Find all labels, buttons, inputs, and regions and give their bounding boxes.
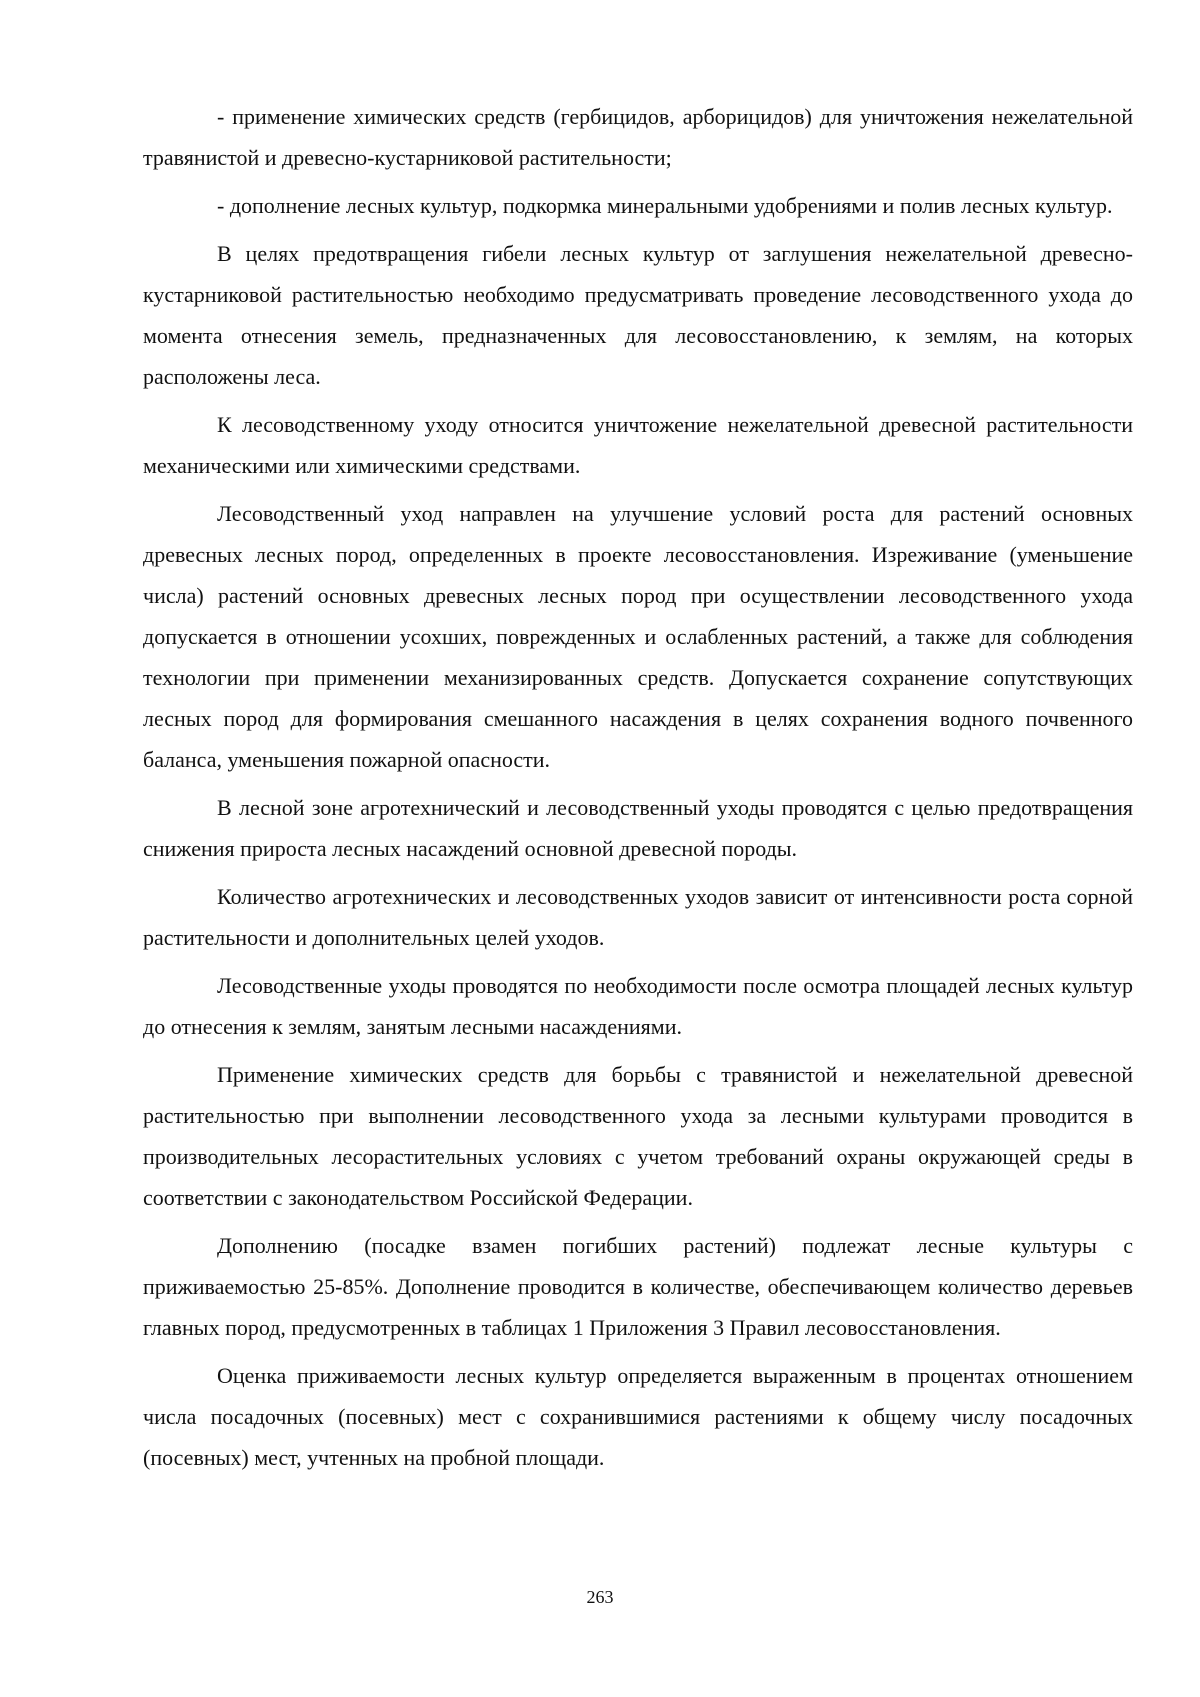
paragraph-chemical-use: Применение химических средств для борьбы с травянистой и нежелательной древесной растительностью при выполнении лесоводственного ухода за лесными культурами проводится в производительных лесорастительных условиях с учетом требований охраны окружающей среды в соответствии с законодательством Российской Федерации. bbox=[143, 1062, 1133, 1210]
paragraph-silvicultural-care-purpose: Лесоводственный уход направлен на улучшение условий роста для растений основных древесных лесных пород, определенных в проекте лесовосстановления. Изреживание (уменьшение числа) растений основных древесных лесных пород при осуществлении лесоводственного ухода допускается в отношении усохших, поврежденных и ослабленных растений, а также для соблюдения технологии при применении механизированных средств. Допускается сохранение сопутствующих лесных пород для формирования смешанного насаждения в целях сохранения водного почвенного баланса, уменьшения пожарной опасности. bbox=[143, 501, 1133, 772]
paragraph-supplement-item: - дополнение лесных культур, подкормка минеральными удобрениями и полив лесных культур. bbox=[217, 193, 1113, 218]
paragraph-herbicides-item: - применение химических средств (гербицидов, арборицидов) для уничтожения нежелательной травянистой и древесно-кустарниковой растительности; bbox=[143, 104, 1133, 170]
paragraph-silvicultural-care-definition: К лесоводственному уходу относится уничтожение нежелательной древесной растительности механическими или химическими средствами. bbox=[143, 412, 1133, 478]
paragraph-survival-assessment: Оценка приживаемости лесных культур определяется выраженным в процентах отношением числа посадочных (посевных) мест с сохранившимися растениями к общему числу посадочных (посевных) мест, учтенных на пробной площади. bbox=[143, 1363, 1133, 1470]
paragraph-forest-zone: В лесной зоне агротехнический и лесоводственный уходы проводятся с целью предотвращения снижения прироста лесных насаждений основной древесной породы. bbox=[143, 795, 1133, 861]
paragraph-prevent-death: В целях предотвращения гибели лесных культур от заглушения нежелательной древесно-кустарниковой растительностью необходимо предусматривать проведение лесоводственного ухода до момента отнесения земель, предназначенных для лесовосстановлению, к землям, на которых расположены леса. bbox=[143, 241, 1133, 389]
page-number: 263 bbox=[586, 1587, 614, 1607]
paragraph-care-quantity: Количество агротехнических и лесоводственных уходов зависит от интенсивности роста сорной растительности и дополнительных целей уходов. bbox=[143, 884, 1133, 950]
body-text bbox=[143, 96, 1133, 1485]
paragraph-care-inspection: Лесоводственные уходы проводятся по необходимости после осмотра площадей лесных культур до отнесения к землям, занятым лесными насаждениями. bbox=[143, 973, 1133, 1039]
paragraph-supplement-survival: Дополнению (посадке взамен погибших растений) подлежат лесные культуры с приживаемостью 25-85%. Дополнение проводится в количестве, обеспечивающем количество деревьев главных пород, предусмотренных в таблицах 1 Приложения 3 Правил лесовосстановления. bbox=[143, 1233, 1133, 1340]
